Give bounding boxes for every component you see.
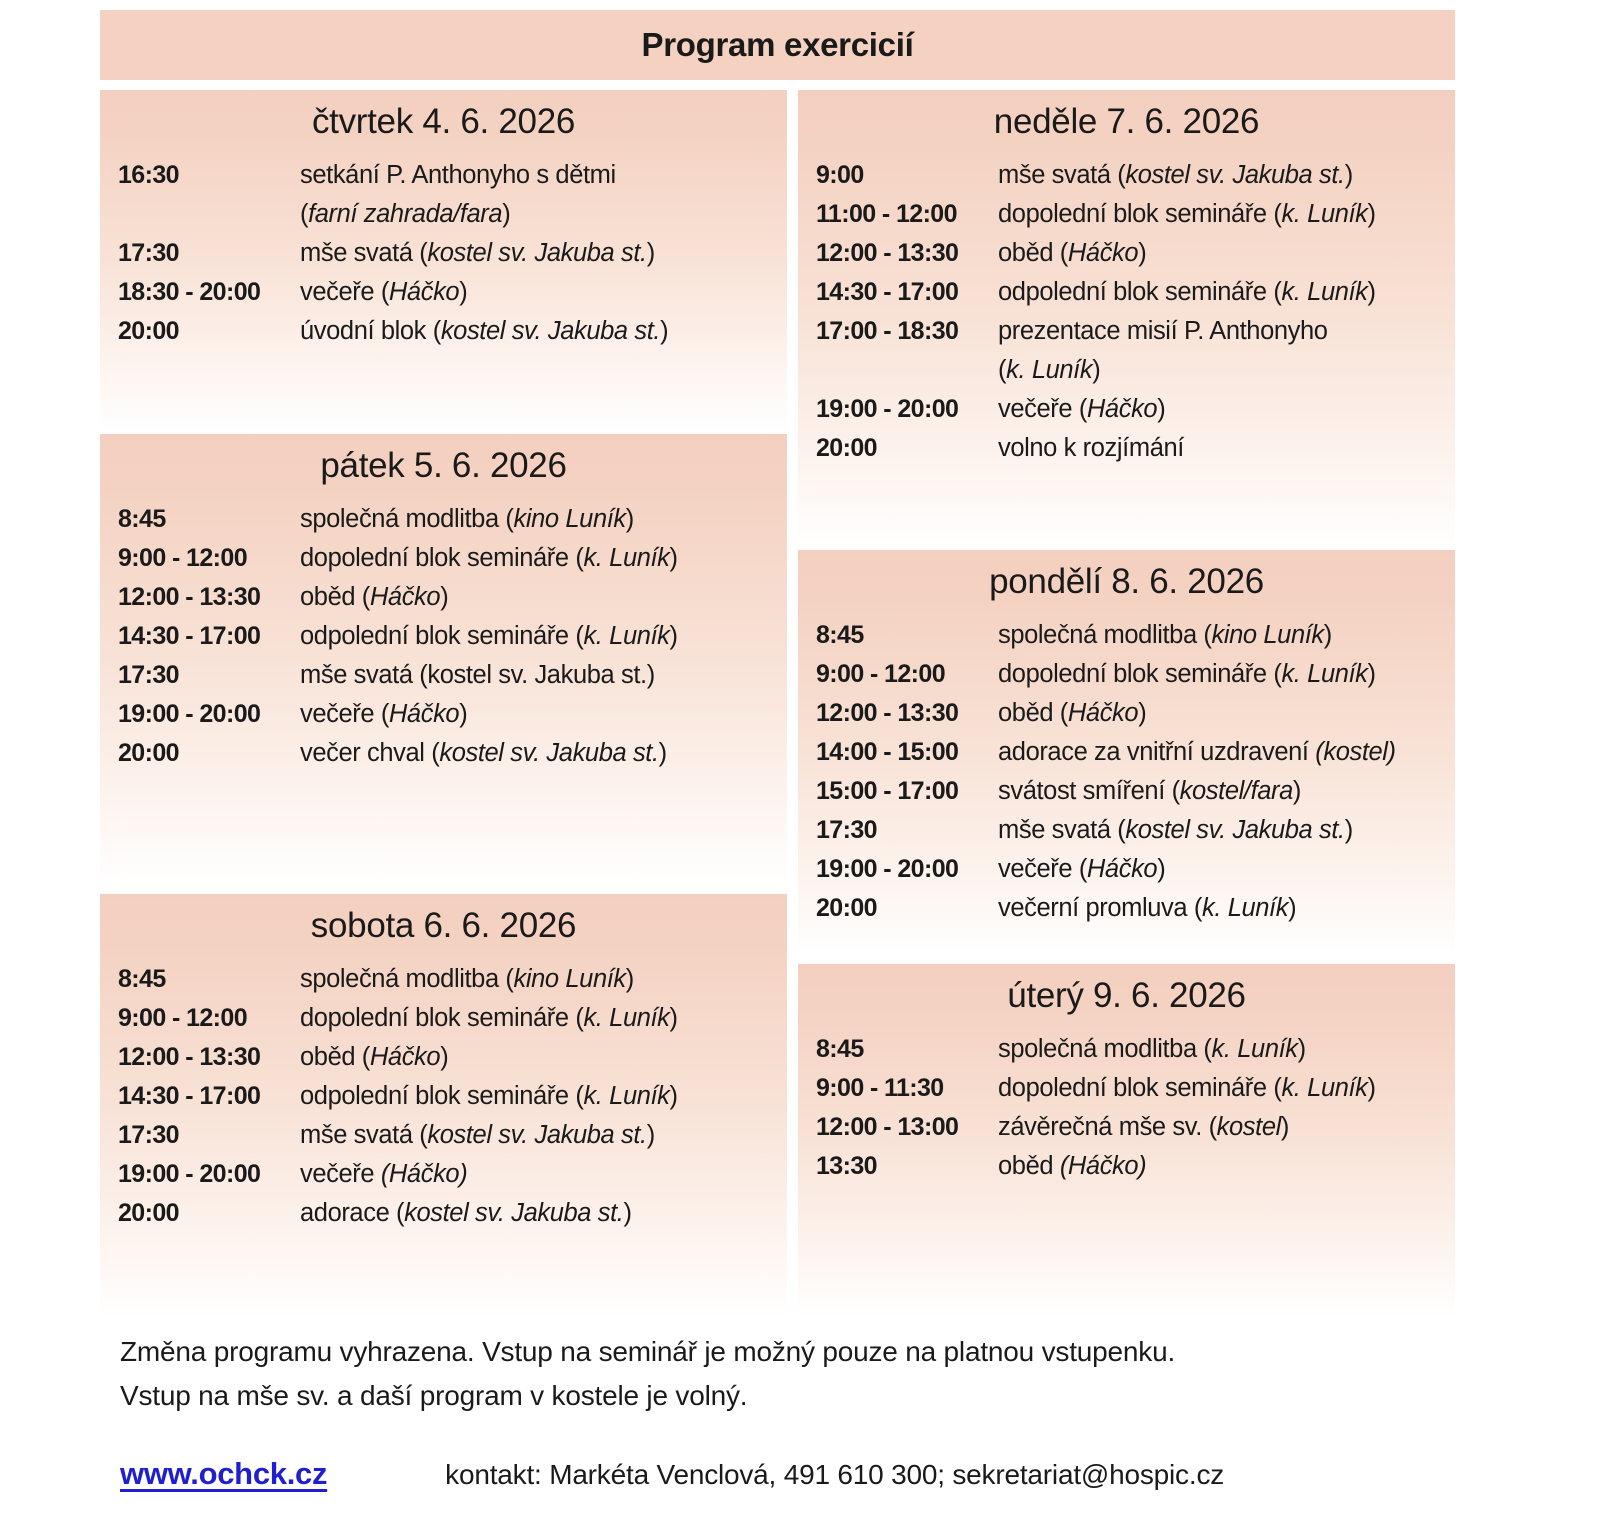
event-time: 12:00 - 13:00 <box>816 1112 959 1141</box>
event-time: 19:00 - 20:00 <box>816 854 959 883</box>
event-time: 8:45 <box>816 1034 864 1063</box>
event-desc: večeře (Háčko) <box>998 394 1166 423</box>
event-row <box>118 156 777 234</box>
event-desc: setkání P. Anthonyho s dětmi (farní zahrada/fara) <box>300 160 616 228</box>
event-row <box>816 1147 1445 1186</box>
event-time: 14:30 - 17:00 <box>118 621 261 650</box>
event-row <box>118 1077 777 1116</box>
events-list <box>100 156 787 351</box>
event-time: 19:00 - 20:00 <box>118 1159 261 1188</box>
event-row <box>816 694 1445 733</box>
event-time: 12:00 - 13:30 <box>816 698 959 727</box>
event-desc: večer chval (kostel sv. Jakuba st.) <box>300 738 667 767</box>
event-desc: společná modlitba (kino Luník) <box>998 620 1332 649</box>
program-title: Program exercicií <box>641 26 914 63</box>
day-block-patek <box>100 434 787 881</box>
event-row <box>816 1030 1445 1069</box>
footer-note-line1: Změna programu vyhrazena. Vstup na seminář je možný pouze na platnou vstupenku. <box>120 1336 1176 1367</box>
event-desc: společná modlitba (kino Luník) <box>300 964 634 993</box>
event-desc: svátost smíření (kostel/fara) <box>998 776 1302 805</box>
event-time: 18:30 - 20:00 <box>118 277 261 306</box>
event-time: 8:45 <box>118 504 166 533</box>
footer-row <box>120 1456 1455 1492</box>
event-row <box>816 273 1445 312</box>
event-time: 8:45 <box>118 964 166 993</box>
event-row <box>118 578 777 617</box>
event-desc: společná modlitba (kino Luník) <box>300 504 634 533</box>
event-desc: oběd (Háčko) <box>300 582 449 611</box>
event-desc: mše svatá (kostel sv. Jakuba st.) <box>998 815 1353 844</box>
events-list <box>798 616 1455 928</box>
day-block-nedele <box>798 90 1455 547</box>
event-time: 17:30 <box>118 660 179 689</box>
event-row <box>118 273 777 312</box>
event-desc: závěrečná mše sv. (kostel) <box>998 1112 1289 1141</box>
event-desc: večeře (Háčko) <box>300 1159 468 1188</box>
footer-note-line2: Vstup na mše sv. a daší program v kostele je volný. <box>120 1380 748 1412</box>
events-list <box>100 960 787 1233</box>
event-desc: večeře (Háčko) <box>998 854 1166 883</box>
event-row <box>816 1069 1445 1108</box>
event-row <box>816 312 1445 390</box>
event-time: 20:00 <box>118 1198 179 1227</box>
day-block-ctvrtek <box>100 90 787 428</box>
event-desc: dopolední blok semináře (k. Luník) <box>300 1003 678 1032</box>
event-time: 16:30 <box>118 160 179 189</box>
day-block-utery <box>798 964 1455 1314</box>
event-time: 15:00 - 17:00 <box>816 776 959 805</box>
event-time: 9:00 - 11:30 <box>816 1073 944 1102</box>
event-row <box>118 500 777 539</box>
day-header-sobota: sobota 6. 6. 2026 <box>310 906 577 945</box>
event-time: 19:00 - 20:00 <box>816 394 959 423</box>
event-time: 9:00 - 12:00 <box>118 1003 247 1032</box>
event-time: 19:00 - 20:00 <box>118 699 261 728</box>
day-header-ctvrtek: čtvrtek 4. 6. 2026 <box>311 102 576 141</box>
event-desc: oběd (Háčko) <box>998 238 1147 267</box>
footer <box>100 1330 1455 1492</box>
event-time: 14:30 - 17:00 <box>816 277 959 306</box>
event-row <box>118 734 777 773</box>
event-row <box>118 1116 777 1155</box>
day-header-nedele: neděle 7. 6. 2026 <box>993 102 1260 141</box>
event-row <box>816 429 1445 468</box>
event-row <box>118 312 777 351</box>
event-row <box>118 1155 777 1194</box>
event-desc: mše svatá (kostel sv. Jakuba st.) <box>300 1120 655 1149</box>
event-desc: večeře (Háčko) <box>300 699 468 728</box>
event-row <box>118 539 777 578</box>
event-time: 12:00 - 13:30 <box>816 238 959 267</box>
event-desc: dopolední blok semináře (k. Luník) <box>300 543 678 572</box>
event-desc: oběd (Háčko) <box>300 1042 449 1071</box>
event-time: 13:30 <box>816 1151 877 1180</box>
event-desc: dopolední blok semináře (k. Luník) <box>998 659 1376 688</box>
event-time: 9:00 - 12:00 <box>118 543 247 572</box>
event-desc: odpolední blok semináře (k. Luník) <box>300 1081 678 1110</box>
event-desc: prezentace misií P. Anthonyho (k. Luník) <box>998 316 1328 384</box>
program-title-bar <box>100 10 1455 80</box>
event-desc: večerní promluva (k. Luník) <box>998 893 1297 922</box>
schedule-columns <box>100 90 1455 1314</box>
event-row <box>816 811 1445 850</box>
event-desc: mše svatá (kostel sv. Jakuba st.) <box>300 660 655 689</box>
event-desc: dopolední blok semináře (k. Luník) <box>998 1073 1376 1102</box>
event-row <box>816 889 1445 928</box>
event-time: 17:30 <box>118 1120 179 1149</box>
event-desc: dopolední blok semináře (k. Luník) <box>998 199 1376 228</box>
event-row <box>118 695 777 734</box>
event-row <box>118 1194 777 1233</box>
event-time: 17:00 - 18:30 <box>816 316 959 345</box>
event-row <box>118 656 777 695</box>
column-left <box>100 90 787 1314</box>
website-link[interactable]: www.ochck.cz <box>120 1456 328 1492</box>
day-header-patek: pátek 5. 6. 2026 <box>320 446 567 485</box>
event-row <box>816 156 1445 195</box>
event-time: 20:00 <box>118 316 179 345</box>
event-desc: volno k rozjímání <box>998 433 1184 462</box>
event-row <box>816 195 1445 234</box>
event-desc: mše svatá (kostel sv. Jakuba st.) <box>300 238 655 267</box>
event-row <box>816 772 1445 811</box>
event-row <box>816 733 1445 772</box>
event-desc: odpolední blok semináře (k. Luník) <box>998 277 1376 306</box>
contact-info: kontakt: Markéta Venclová, 491 610 300; sekretariat@hospic.cz <box>445 1459 1225 1491</box>
event-desc: oběd (Háčko) <box>998 698 1147 727</box>
event-row <box>816 616 1445 655</box>
day-header-pondeli: pondělí 8. 6. 2026 <box>989 562 1264 601</box>
day-block-pondeli <box>798 550 1455 953</box>
event-time: 17:30 <box>118 238 179 267</box>
event-row <box>118 1038 777 1077</box>
events-list <box>798 1030 1455 1186</box>
event-time: 9:00 <box>816 160 864 189</box>
day-header-utery: úterý 9. 6. 2026 <box>1007 976 1246 1015</box>
event-desc: oběd (Háčko) <box>998 1151 1147 1180</box>
event-desc: večeře (Háčko) <box>300 277 468 306</box>
events-list <box>798 156 1455 468</box>
event-row <box>118 617 777 656</box>
event-time: 14:00 - 15:00 <box>816 737 959 766</box>
event-row <box>816 655 1445 694</box>
event-desc: úvodní blok (kostel sv. Jakuba st.) <box>300 316 669 345</box>
event-desc: adorace za vnitřní uzdravení (kostel) <box>998 737 1396 766</box>
column-right <box>798 90 1455 1314</box>
event-row <box>118 999 777 1038</box>
event-desc: společná modlitba (k. Luník) <box>998 1034 1306 1063</box>
event-time: 17:30 <box>816 815 877 844</box>
event-time: 14:30 - 17:00 <box>118 1081 261 1110</box>
event-row <box>816 234 1445 273</box>
event-time: 12:00 - 13:30 <box>118 582 261 611</box>
event-time: 11:00 - 12:00 <box>816 199 957 228</box>
event-row <box>816 850 1445 889</box>
event-row <box>816 390 1445 429</box>
event-desc: mše svatá (kostel sv. Jakuba st.) <box>998 160 1353 189</box>
event-time: 9:00 - 12:00 <box>816 659 945 688</box>
day-block-sobota <box>100 894 787 1314</box>
event-time: 20:00 <box>816 893 877 922</box>
event-time: 20:00 <box>816 433 877 462</box>
event-row <box>816 1108 1445 1147</box>
event-time: 20:00 <box>118 738 179 767</box>
event-time: 8:45 <box>816 620 864 649</box>
event-desc: odpolední blok semináře (k. Luník) <box>300 621 678 650</box>
event-row <box>118 960 777 999</box>
event-desc: adorace (kostel sv. Jakuba st.) <box>300 1198 632 1227</box>
event-row <box>118 234 777 273</box>
event-time: 12:00 - 13:30 <box>118 1042 261 1071</box>
events-list <box>100 500 787 773</box>
